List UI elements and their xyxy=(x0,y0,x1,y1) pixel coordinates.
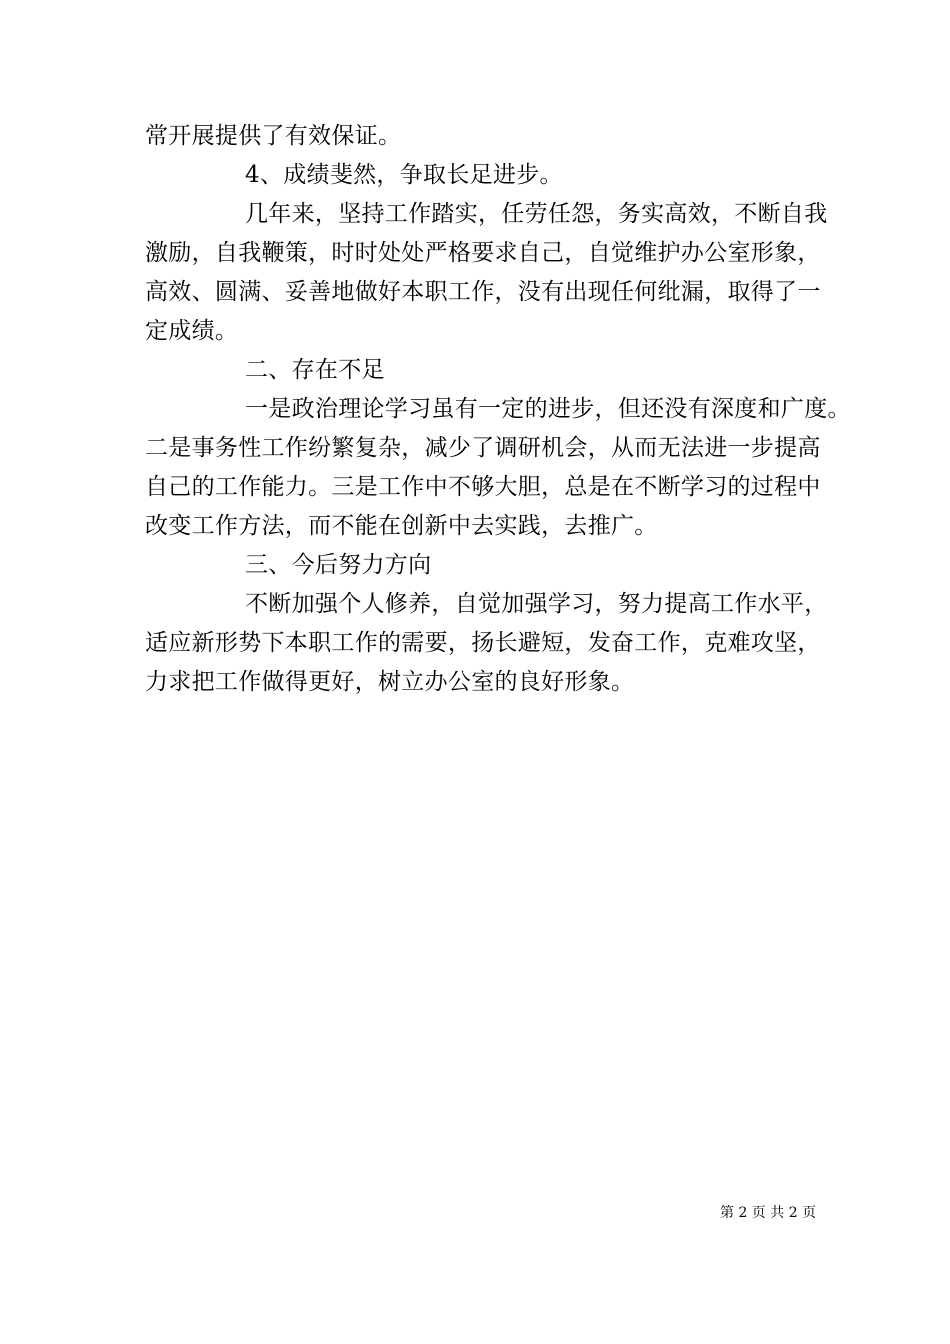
body-text-line: 改变工作方法，而不能在创新中去实践，去推广。 xyxy=(145,513,658,539)
section-heading: 二、存在不足 xyxy=(245,357,385,383)
body-text-line: 常开展提供了有效保证。 xyxy=(145,123,402,149)
page-number: 第 2 页 共 2 页 xyxy=(720,1205,817,1221)
body-text-line: 自己的工作能力。三是工作中不够大胆，总是在不断学习的过程中 xyxy=(145,474,821,500)
body-text-line: 激励，自我鞭策，时时处处严格要求自己，自觉维护办公室形象， xyxy=(145,240,821,266)
body-text-line: 力求把工作做得更好，树立办公室的良好形象。 xyxy=(145,669,635,695)
body-text-line: 定成绩。 xyxy=(145,318,239,344)
paragraph-first-line: 一是政治理论学习虽有一定的进步，但还没有深度和广度。 xyxy=(245,396,851,422)
section-heading: 4、成绩斐然，争取长足进步。 xyxy=(245,162,563,188)
paragraph-first-line: 不断加强个人修养，自觉加强学习，努力提高工作水平， xyxy=(245,591,828,617)
body-text-line: 高效、圆满、妥善地做好本职工作，没有出现任何纰漏，取得了一 xyxy=(145,279,821,305)
section-heading: 三、今后努力方向 xyxy=(245,552,432,578)
body-text-line: 二是事务性工作纷繁复杂，减少了调研机会，从而无法进一步提高 xyxy=(145,435,821,461)
body-text-line: 适应新形势下本职工作的需要，扬长避短，发奋工作，克难攻坚， xyxy=(145,630,821,656)
paragraph-first-line: 几年来，坚持工作踏实，任劳任怨，务实高效，不断自我 xyxy=(245,201,828,227)
